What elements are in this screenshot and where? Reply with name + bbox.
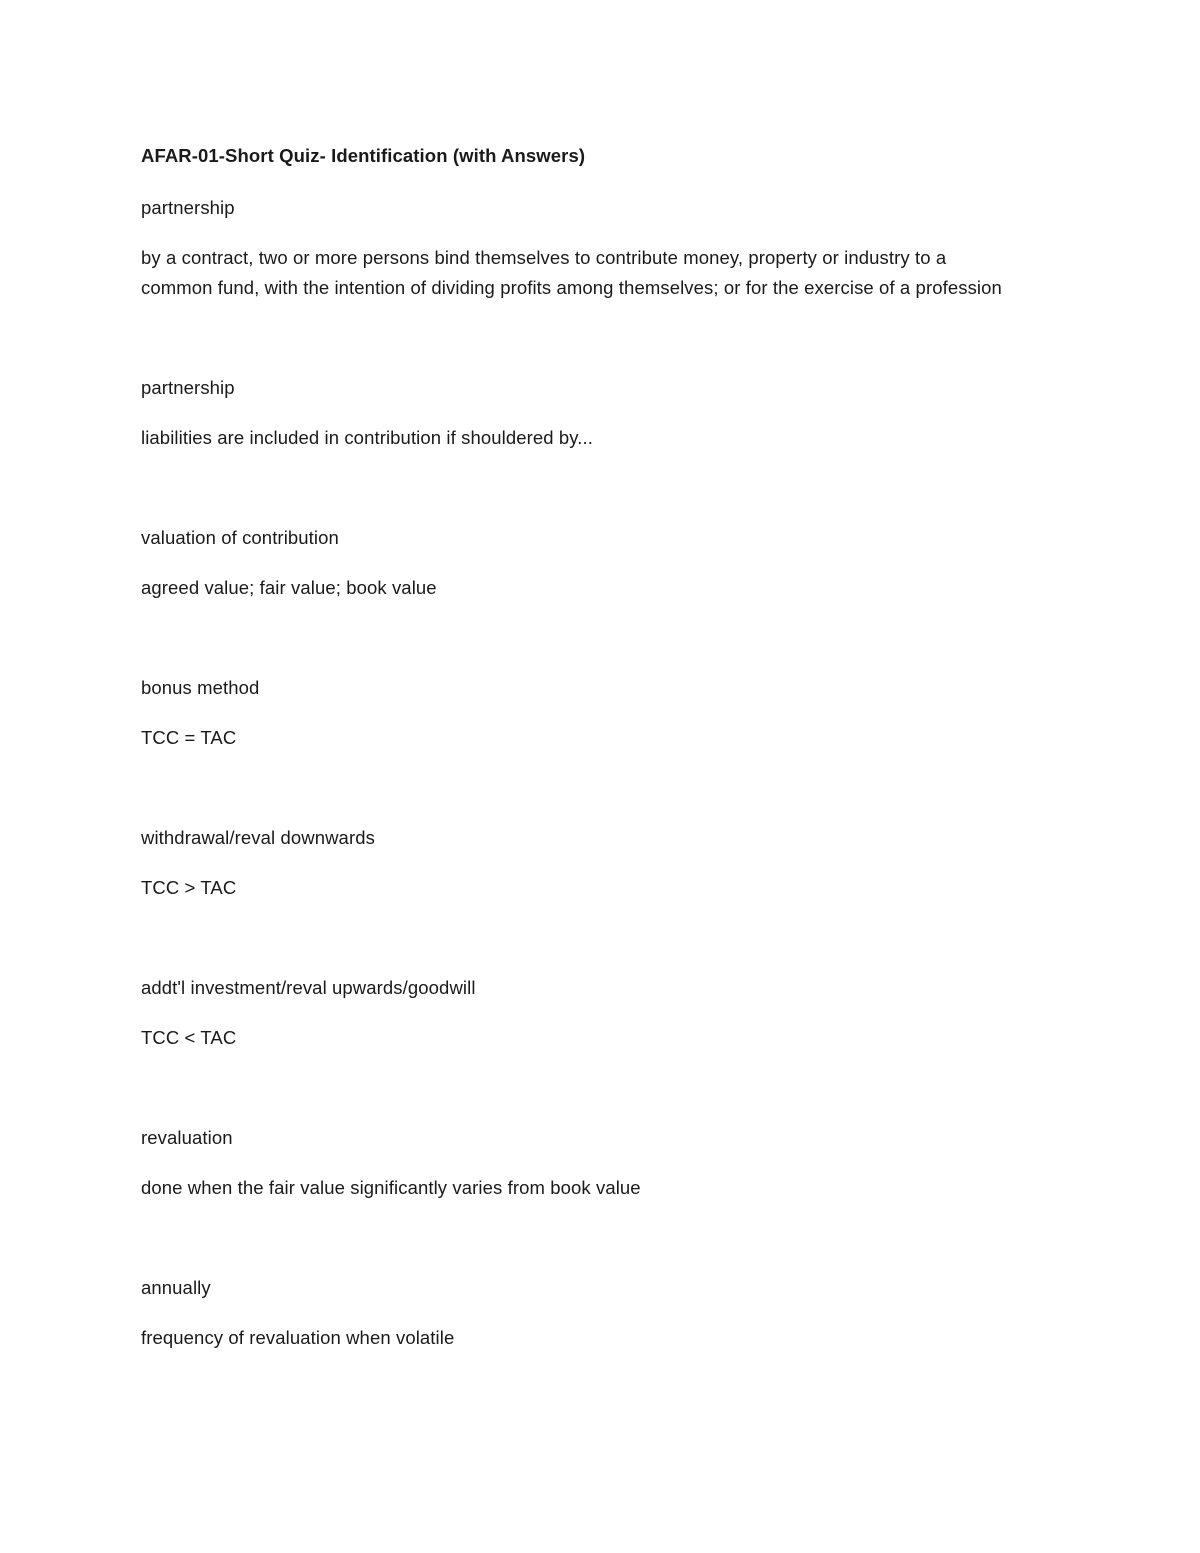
item-term: revaluation	[141, 1127, 233, 1148]
item-definition: agreed value; fair value; book value	[141, 577, 437, 598]
item-definition: TCC > TAC	[141, 877, 237, 898]
document-content	[141, 143, 1021, 1423]
item-term: valuation of contribution	[141, 527, 339, 548]
item-term: annually	[141, 1277, 211, 1298]
item-definition: liabilities are included in contribution if shouldered by...	[141, 427, 593, 448]
item-definition: TCC < TAC	[141, 1027, 237, 1048]
item-definition: frequency of revaluation when volatile	[141, 1327, 455, 1348]
item-definition: TCC = TAC	[141, 727, 237, 748]
item-term: addt'l investment/reval upwards/goodwill	[141, 977, 476, 998]
item-definition: done when the fair value significantly varies from book value	[141, 1177, 641, 1198]
item-definition: by a contract, two or more persons bind themselves to contribute money, property or industry to a common fund, with the intention of dividing profits among themselves; or for the exercise of a profession	[141, 247, 1002, 298]
document-title: AFAR-01-Short Quiz- Identification (with Answers)	[141, 145, 586, 166]
item-term: withdrawal/reval downwards	[141, 827, 375, 848]
item-term: partnership	[141, 377, 235, 398]
item-term: bonus method	[141, 677, 260, 698]
item-term: partnership	[141, 197, 235, 218]
